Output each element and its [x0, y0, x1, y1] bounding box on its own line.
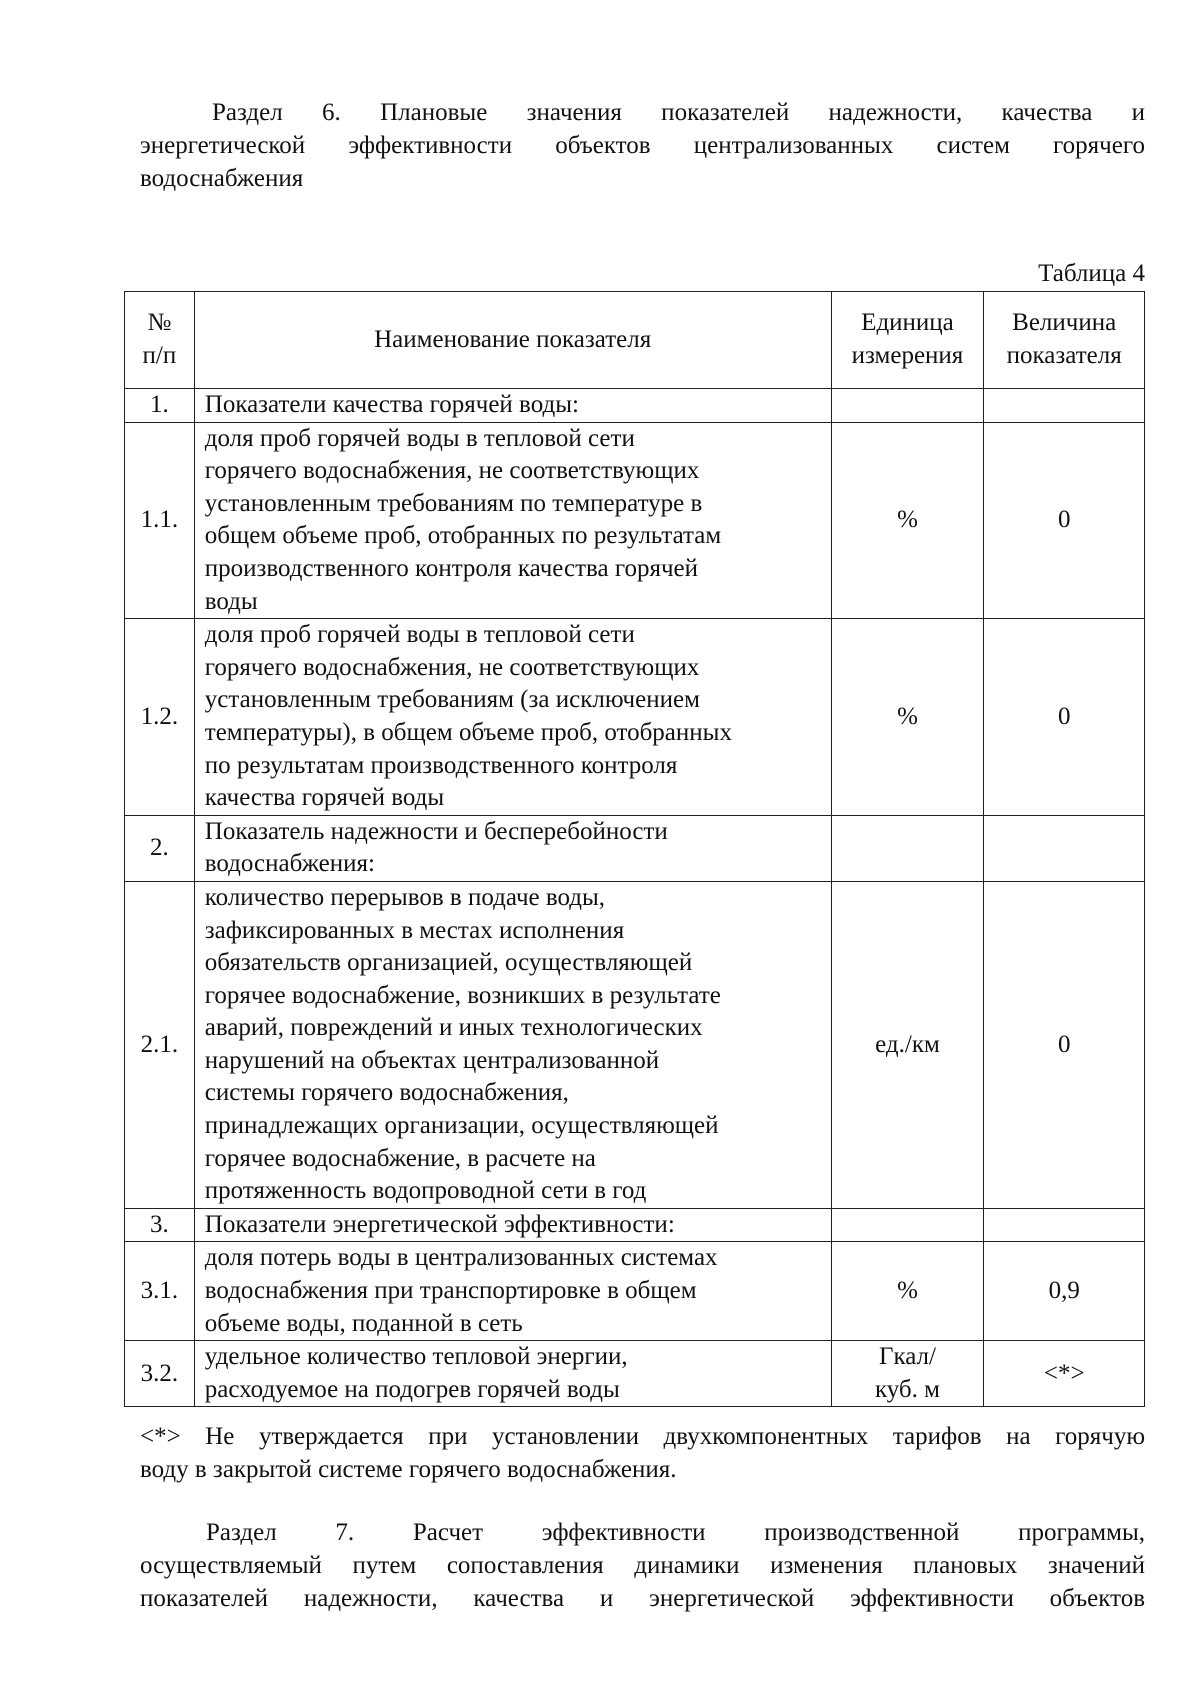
indicator-name [194, 881, 831, 1208]
indicator-name [194, 815, 831, 881]
table-caption: Таблица 4 [1038, 260, 1145, 287]
indicator-name-line: удельное количество тепловой энергии, [204, 1343, 628, 1371]
indicator-value [984, 389, 1145, 423]
row-number: 2. [125, 815, 195, 881]
section-7-heading [140, 1516, 1145, 1615]
indicator-name-line: доля проб горячей воды в тепловой сети [204, 621, 635, 649]
indicator-name-line: объеме воды, поданной в сеть [204, 1309, 523, 1337]
table-row [125, 422, 1145, 619]
indicator-value: 0 [984, 881, 1145, 1208]
indicator-name-line: водоснабжения: [204, 850, 375, 878]
indicator-name-line: горячее водоснабжение, возникших в результате [204, 981, 721, 1009]
unit-of-measure [831, 1341, 984, 1407]
section-7-line: осуществляемый путем сопоставления динамики изменения плановых значений [140, 1552, 1145, 1579]
indicator-name-line: производственного контроля качества горячей [204, 554, 699, 582]
unit-line: % [897, 506, 918, 534]
indicator-value [984, 1208, 1145, 1242]
row-number: 3. [125, 1208, 195, 1242]
header-unit-line: измерения [851, 342, 964, 369]
unit-of-measure [831, 1242, 984, 1341]
section-7-line: Раздел 7. Расчет эффективности производственной программы, [206, 1519, 1145, 1546]
indicator-name-line: принадлежащих организации, осуществляющей [204, 1112, 719, 1140]
indicator-name-line: по результатам производственного контроля [204, 751, 678, 779]
unit-of-measure [831, 619, 984, 816]
indicator-name-line: нарушений на объектах централизованной [204, 1046, 660, 1074]
indicator-value: 0 [984, 422, 1145, 619]
row-number: 3.2. [125, 1341, 195, 1407]
indicator-name [194, 389, 831, 423]
indicator-name-line: температуры), в общем объеме проб, отобранных [204, 718, 732, 746]
row-number: 3.1. [125, 1242, 195, 1341]
row-number: 2.1. [125, 881, 195, 1208]
indicator-name-line: системы горячего водоснабжения, [204, 1079, 569, 1107]
indicator-name-line: горячего водоснабжения, не соответствующих [204, 653, 700, 681]
table-row [125, 881, 1145, 1208]
section-6-line: энергетической эффективности объектов централизованных систем горячего [140, 132, 1145, 159]
footnote-line: воду в закрытой системе горячего водоснабжения. [140, 1456, 677, 1483]
indicator-name [194, 619, 831, 816]
indicator-name [194, 1242, 831, 1341]
table-body [125, 389, 1145, 1407]
indicator-name-line: количество перерывов в подаче воды, [204, 883, 606, 911]
row-number: 1.1. [125, 422, 195, 619]
section-6-heading [140, 96, 1145, 195]
unit-line: ед./км [875, 1030, 940, 1058]
indicator-name-line: установленным требованиям по температуре в [204, 489, 703, 517]
indicator-name-line: воды [204, 587, 258, 615]
unit-line: % [897, 702, 918, 730]
indicator-name-line: установленным требованиям (за исключением [204, 686, 700, 714]
header-num-line: п/п [142, 342, 177, 369]
header-num-line: № [147, 309, 172, 337]
indicator-name-line: протяженность водопроводной сети в год [204, 1177, 647, 1205]
footnote-line: <*> Не утверждается при установлении двухкомпонентных тарифов на горячую [140, 1423, 1145, 1450]
indicator-value [984, 815, 1145, 881]
indicator-name-line: общем объеме проб, отобранных по результатам [204, 522, 722, 550]
indicator-value: <*> [984, 1341, 1145, 1407]
header-value-line: показателя [1006, 342, 1122, 369]
header-unit-line: Единица [861, 309, 954, 337]
header-name: Наименование показателя [194, 292, 831, 389]
indicator-name-line: горячее водоснабжение, в расчете на [204, 1144, 596, 1172]
unit-line: Гкал/ [878, 1343, 936, 1371]
unit-of-measure [831, 422, 984, 619]
table-row [125, 815, 1145, 881]
indicator-name-line: водоснабжения при транспортировке в общем [204, 1277, 697, 1305]
header-num [125, 292, 195, 389]
section-6-line: Раздел 6. Плановые значения показателей надежности, качества и [212, 99, 1145, 126]
header-value-line: Величина [1012, 309, 1117, 337]
footnote [140, 1420, 1145, 1486]
indicator-name [194, 1341, 831, 1407]
unit-line: % [897, 1277, 918, 1305]
table-row [125, 389, 1145, 423]
indicator-name [194, 1208, 831, 1242]
section-6-line: водоснабжения [140, 165, 304, 192]
unit-of-measure [831, 815, 984, 881]
indicator-name [194, 422, 831, 619]
indicator-name-line: доля проб горячей воды в тепловой сети [204, 424, 635, 452]
indicator-name-line: обязательств организацией, осуществляющей [204, 949, 693, 977]
indicator-name-line: горячего водоснабжения, не соответствующих [204, 457, 700, 485]
section-7-line: показателей надежности, качества и энергетической эффективности объектов [140, 1585, 1145, 1612]
table-row [125, 619, 1145, 816]
row-number: 1. [125, 389, 195, 423]
table-row [125, 1341, 1145, 1407]
unit-of-measure [831, 389, 984, 423]
header-value [984, 292, 1145, 389]
indicator-value: 0 [984, 619, 1145, 816]
row-number: 1.2. [125, 619, 195, 816]
indicator-name-line: зафиксированных в местах исполнения [204, 916, 625, 944]
indicator-value: 0,9 [984, 1242, 1145, 1341]
indicator-name-line: расходуемое на подогрев горячей воды [204, 1375, 620, 1403]
indicator-name-line: Показатели энергетической эффективности: [204, 1210, 675, 1238]
table-row [125, 1208, 1145, 1242]
indicator-name-line: доля потерь воды в централизованных системах [204, 1244, 718, 1272]
indicator-name-line: качества горячей воды [204, 784, 445, 812]
indicator-name-line: аварий, повреждений и иных технологических [204, 1014, 703, 1042]
indicators-table [124, 291, 1145, 1407]
table-row [125, 1242, 1145, 1341]
indicator-name-line: Показатель надежности и бесперебойности [204, 817, 668, 845]
unit-line: куб. м [874, 1375, 940, 1403]
header-unit [831, 292, 984, 389]
indicator-name-line: Показатели качества горячей воды: [204, 391, 579, 418]
table-header-row [125, 292, 1145, 389]
unit-of-measure [831, 881, 984, 1208]
unit-of-measure [831, 1208, 984, 1242]
